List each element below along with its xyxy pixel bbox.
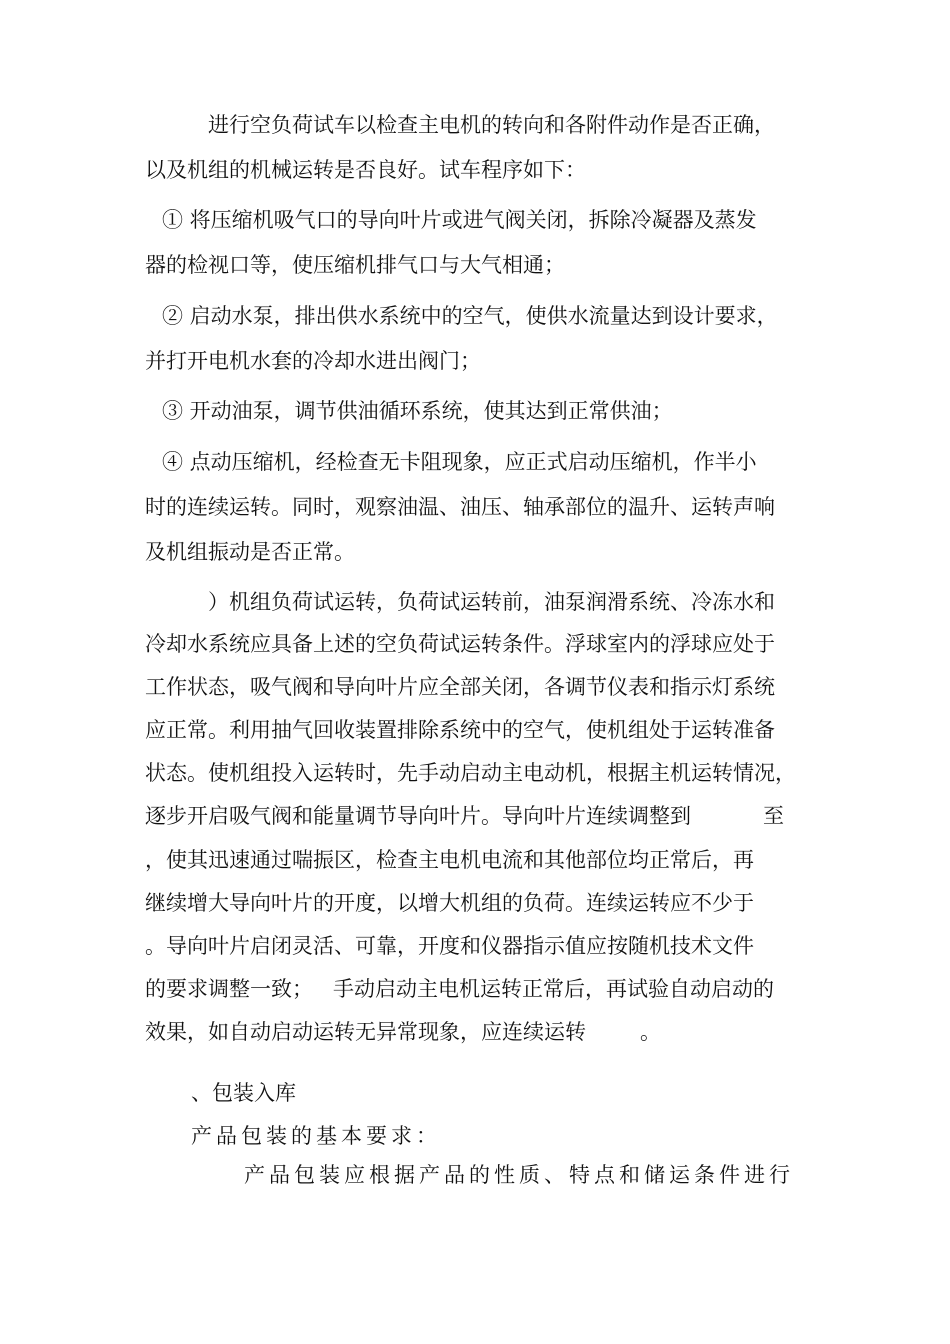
list-item-line: 时的连续运转。同时，观察油温、油压、轴承部位的温升、运转声响: [145, 495, 775, 519]
paragraph-line: 的要求调整一致；: [145, 977, 313, 1001]
paragraph-line: 冷却水系统应具备上述的空负荷试运转条件。浮球室内的浮球应处于: [145, 632, 775, 656]
paragraph-line: 以及机组的机械运转是否良好。试车程序如下：: [145, 158, 586, 182]
paragraph-fragment: 。: [640, 1020, 661, 1044]
list-item-line: ④ 点动压缩机，经检查无卡阻现象，应正式启动压缩机，作半小: [162, 450, 757, 474]
list-item-line: 器的检视口等，使压缩机排气口与大气相通；: [145, 253, 565, 277]
subheading: 产品包装的基本要求：: [191, 1124, 441, 1148]
paragraph-line: 继续增大导向叶片的开度，以增大机组的负荷。连续运转应不少于: [145, 891, 754, 915]
paragraph-line: 效果，如自动启动运转无异常现象，应连续运转: [145, 1020, 586, 1044]
paragraph-line: 产品包装应根据产品的性质、特点和储运条件进行: [244, 1163, 794, 1187]
paragraph-line: ，使其迅速通过喘振区，检查主电机电流和其他部位均正常后，再: [145, 848, 754, 872]
paragraph-line: 逐步开启吸气阀和能量调节导向叶片。导向叶片连续调整到: [145, 804, 691, 828]
paragraph-line: 工作状态，吸气阀和导向叶片应全部关闭，各调节仪表和指示灯系统: [145, 675, 775, 699]
list-item-line: ① 将压缩机吸气口的导向叶片或进气阀关闭，拆除冷凝器及蒸发: [162, 208, 757, 232]
list-item-line: 及机组振动是否正常。: [145, 540, 355, 564]
paragraph-line: 应正常。利用抽气回收装置排除系统中的空气，使机组处于运转准备: [145, 718, 775, 742]
paragraph-line: 手动启动主电机运转正常后，再试验自动启动的: [333, 977, 774, 1001]
paragraph-line: ）机组负荷试运转，负荷试运转前，油泵润滑系统、冷冻水和: [208, 590, 775, 614]
paragraph-fragment: 至: [763, 804, 784, 828]
list-item-line: ③ 开动油泵，调节供油循环系统，使其达到正常供油；: [162, 399, 673, 423]
list-item-line: ② 启动水泵，排出供水系统中的空气，使供水流量达到设计要求，: [162, 304, 778, 328]
paragraph-line: 状态。使机组投入运转时，先手动启动主电动机，根据主机运转情况，: [145, 761, 796, 785]
section-heading: 、包装入库: [191, 1081, 296, 1105]
paragraph-line: 进行空负荷试车以检查主电机的转向和各附件动作是否正确，: [208, 113, 775, 137]
list-item-line: 并打开电机水套的冷却水进出阀门；: [145, 349, 481, 373]
paragraph-line: 。导向叶片启闭灵活、可靠，开度和仪器指示值应按随机技术文件: [145, 934, 754, 958]
